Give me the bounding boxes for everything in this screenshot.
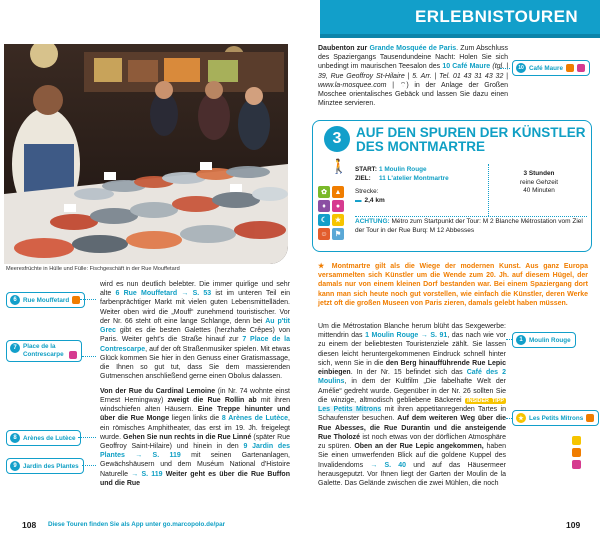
market-photo	[4, 44, 288, 264]
insider-pin: ★	[516, 413, 526, 423]
page-number-right: 109	[566, 520, 581, 530]
stop-link-arenes-lutece[interactable]: 8 Arènes de Lutèce	[221, 415, 289, 423]
strecke-label: Strecke:	[355, 188, 379, 196]
culture-icon: ♦	[318, 200, 330, 212]
stop-link-jardin-plantes[interactable]: 9 Jardin des Plantes	[100, 442, 290, 460]
text-run: (später Rue Geoffroy Saint-Hilaire) und hinein in den	[100, 433, 290, 450]
text-run-bold: zweigt die Rue Rollin ab	[167, 396, 257, 404]
tour-distance-row	[355, 197, 485, 204]
achtung-divider	[355, 216, 587, 217]
family-icon: ☺	[318, 228, 330, 240]
nature-icon: ✿	[318, 186, 330, 198]
text-run: . In der Nr. 15 befindet sich das	[350, 369, 463, 377]
marker-label: Café Maure	[529, 64, 563, 72]
marker-les-petits-mitrons[interactable]	[512, 410, 599, 426]
tour-category-icons	[318, 186, 344, 240]
text-run: ) in der Anlage der Großen Moschee orientalisches Gebäck und lassen Sie dazu einen Minztee servieren.	[318, 81, 508, 108]
side-icons	[572, 436, 581, 469]
venue-link-les-petits-mitrons[interactable]: Les Petits Mitrons	[318, 406, 382, 414]
text-run-bold: Von der Rue du Cardinal Lemoine	[100, 387, 216, 395]
text-run-bold: Eine Treppe hinunter und über die Rue Monge	[100, 406, 290, 423]
app-promo-link[interactable]: Diese Touren finden Sie als App unter go.marcopolo.de/par	[48, 521, 226, 528]
tour-divider	[488, 164, 489, 216]
text-run: gibt es die besten Galettes (herzhafte Crêpes) von Paris. Weiter geht's die Straße hinauf zur	[100, 327, 290, 344]
insider-tip-badge: INSIDER TIPP	[467, 397, 504, 404]
stop-link-cafe-maure[interactable]: 10 Café Maure	[442, 63, 491, 71]
paragraph	[100, 387, 290, 489]
tour-duration	[492, 170, 586, 196]
shopping-icon	[72, 296, 80, 304]
marker-label: Arènes de Lutèce	[23, 434, 76, 442]
strecke-value: 2,4 km	[364, 197, 385, 205]
venue-details: (tgl. | 39, Rue Geoffroy St-Hilaire | 5. Arr. | Tel. 01 43 31 43 32 | www.la-mosquee.com |	[318, 63, 509, 89]
left-column-text	[100, 280, 290, 488]
intro-text: Montmartre gilt als die Wiege der modernen Kunst. Aus ganz Europa versammelten sich Künstler um die Wende zum 20. Jh. auf diesem Hügel, der damals nur von einem kleinen Dorf bestanden war. Bei einem Spaziergang dort kann man sich heute noch gut vorstellen, wie einfach die Künstler, deren Werke jetzt oft die großen Museen von Paris zieren, damals gelebt haben müssen.	[318, 263, 588, 307]
photo-caption: Meeresfrüchte in Hülle und Fülle: Fischgeschäft in der Rue Mouffetard	[6, 266, 180, 272]
stop-number-pin: 1	[516, 335, 526, 345]
text-run: und auf das Häusermeer herausgeputzt. Vor Ihnen liegt der Garten der Moulin de la Galette. Das Gelände zwischen die zwei Mühlen, die noch	[318, 461, 506, 487]
stop-link-moulin-rouge[interactable]: 1 Moulin Rouge	[365, 332, 419, 340]
venue-link-grande-mosquee[interactable]: Grande Mosquée de Paris	[369, 45, 457, 52]
text-run: , auf der oft Straßenmusiker spielen. Mit etwas Glück kommen Sie hier in den Genuss einer Gratismassage, die Ihnen so gut tut, dass Sie dem massierenden Gutmenschen anschließend gerne einen Obolus dalassen.	[100, 345, 290, 381]
tour-ziel-row	[355, 175, 485, 184]
marker-moulin-rouge[interactable]	[512, 332, 576, 348]
text-run: (in Nr. 74 wohnte einst Ernest Hemingway)	[100, 387, 290, 404]
marker-label: Les Petits Mitrons	[529, 414, 584, 422]
section-title: ERLEBNISTOUREN	[414, 7, 578, 26]
stop-number-pin: 7	[10, 343, 20, 353]
paragraph	[100, 280, 290, 382]
header-accent-stripe	[320, 34, 600, 38]
food-icon: ●	[332, 200, 344, 212]
start-value: 1 Moulin Rouge	[379, 166, 427, 173]
stop-number-pin: 6	[10, 295, 20, 305]
fish-market-illustration	[4, 44, 288, 264]
text-run-bold: Gehen Sie nun rechts in die Rue Linné	[123, 433, 252, 441]
tour-title: AUF DEN SPUREN DER KÜNSTLER DES MONTMARTRE	[356, 125, 586, 155]
text-run: , in dem der Kultfilm „Die fabelhafte Welt der Amélie“ gedreht wurde. Gegenüber in der Nr. 26 sollten Sie die winzige, altmodisch gebliebene Bäckerei	[318, 378, 506, 404]
tour-start-row	[355, 166, 485, 175]
marker-leader-line	[82, 465, 96, 466]
tour-number-badge: 3	[324, 126, 350, 152]
venue-link-au-ptit-grec[interactable]: Au p'tit Grec	[100, 317, 290, 335]
distance-icon: ▬	[355, 197, 362, 205]
ziel-value: 11 L'atelier Montmartre	[379, 174, 449, 182]
wifi-icon: ⌔	[399, 81, 407, 89]
stop-number-pin: 9	[10, 461, 20, 471]
marker-leader-line	[82, 356, 96, 357]
marker-place-contrescarpe[interactable]	[6, 340, 82, 362]
text-run: , das nach wie vor zu einem der beliebtesten Touristenziele zählt. Sie lassen diesen leicht heruntergekommenen Eindruck schnell hinter sich, wenn Sie in die	[318, 332, 507, 367]
page-reference[interactable]: → S. 40	[370, 461, 407, 469]
text-run-bold: Daubenton zur	[318, 45, 368, 52]
tour-route	[355, 166, 485, 204]
marker-label: Place de la Contrescarpe	[23, 343, 64, 358]
duration-label: reine Gehzeit	[519, 178, 558, 186]
stop-number-pin: 8	[10, 433, 20, 443]
walking-person-icon: 🚶	[330, 158, 348, 174]
text-run: ist im unteren Teil ein farbenprächtiger Markt mit vielen guten Lebensmittelläden. Weiter oben wird die „Mouff“ zunehmend touristischer. Vor der Nr. 66 steht oft eine lange Schlange, denn bei	[100, 290, 290, 325]
text-run: mit ihren appetitanregenden Tartes in Schaufenster besuchen.	[318, 406, 506, 423]
ziel-label: ZIEL:	[355, 174, 371, 182]
venue-link-cafe-2-moulins[interactable]: Café des 2 Moulins	[318, 369, 506, 386]
text-run-bold: Weiter geht es über die Rue Buffon und die Rue	[100, 470, 290, 487]
text-run: haben Sie einen umwerfenden Blick auf die goldene Kuppel des Invalidendoms	[318, 443, 506, 469]
sport-icon: ⚑	[332, 228, 344, 240]
text-run: , ein römisches Amphitheater, das erst im 19. Jh. freigelegt wurde.	[100, 415, 290, 441]
marker-arenes-lutece[interactable]	[6, 430, 81, 446]
marker-rue-mouffetard[interactable]	[6, 292, 85, 308]
text-run-bold: den Berg hinaufführende Rue Lepic einbiegen	[318, 359, 506, 377]
coffee-icon	[572, 436, 581, 445]
stop-number-pin: 10	[516, 63, 526, 73]
insider-icon: ★	[332, 214, 344, 226]
right-column-text	[318, 322, 506, 488]
text-run-bold: Auf dem weiteren Weg über die Rue Abesses, die Rue Durantin und die ansteigende Rue Tholozé	[318, 415, 506, 441]
text-run: ist noch etwas von der dörflichen Atmosphäre zu spüren.	[318, 433, 506, 451]
marker-leader-line	[80, 299, 96, 300]
page-reference[interactable]: → S. 91	[420, 332, 448, 340]
text-run: mit ihren windschiefen alten Häusern.	[100, 396, 290, 414]
food-icon	[572, 460, 581, 469]
page-reference[interactable]: → S. 119	[131, 470, 163, 478]
shopping-icon: ▲	[332, 186, 344, 198]
shopping-icon	[572, 448, 581, 457]
duration-walking: 40 Minuten	[523, 187, 555, 195]
text-run: mit seinen Gartenanlagen, Gewächshäusern und dem Muséum National d'Histoire Naturelle	[100, 452, 290, 478]
duration-total: 3 Stunden	[523, 170, 555, 177]
marker-jardin-plantes[interactable]	[6, 458, 84, 474]
right-top-text	[318, 44, 508, 109]
stop-link-place-contrescarpe[interactable]: 7 Place de la Contrescarpe	[100, 336, 290, 353]
text-run: liegen links die	[171, 415, 220, 423]
text-run-bold: Oben an der Rue Lepic angekommen,	[354, 443, 484, 451]
page-reference[interactable]: → S. 119	[135, 452, 181, 460]
marker-label: Rue Mouffetard	[23, 296, 70, 304]
text-run: . Zum Abschluss des Spaziergangs Tausendundeine Nacht: Holen Sie sich unbedingt im maurischen Teesalon des	[318, 45, 508, 71]
marker-leader-line	[78, 437, 96, 438]
culture-icon	[69, 351, 77, 359]
page-reference[interactable]: → S. 53	[181, 290, 212, 298]
achtung-label: ACHTUNG:	[355, 218, 390, 225]
bakery-icon	[586, 414, 594, 422]
text-run: wird es nun deutlich belebter. Die immer quirlige und sehr alte	[100, 281, 290, 298]
stop-link-rue-mouffetard[interactable]: 6 Rue Mouffetard	[115, 290, 178, 298]
star-icon: ★	[318, 263, 328, 270]
achtung-text: Métro zum Startpunkt der Tour: M 2 Blanche Métrostation vom Ziel der Tour in der Rue Burq: M 12 Abbesses	[355, 218, 583, 234]
start-label: START:	[355, 166, 377, 173]
marker-cafe-maure[interactable]	[512, 60, 590, 76]
text-run: Um die Métrostation Blanche herum blüht das Sexgewerbe: mittendrin das	[318, 323, 506, 340]
marker-label: Moulin Rouge	[529, 336, 571, 344]
cafe-icon	[566, 64, 574, 72]
marker-leader-line	[500, 68, 510, 69]
nightlife-icon: ☾	[318, 214, 330, 226]
page-number-left: 108	[22, 520, 37, 530]
marker-label: Jardin des Plantes	[23, 462, 79, 470]
food-icon	[577, 64, 585, 72]
tour-intro	[318, 262, 588, 308]
tour-warning	[355, 218, 587, 236]
